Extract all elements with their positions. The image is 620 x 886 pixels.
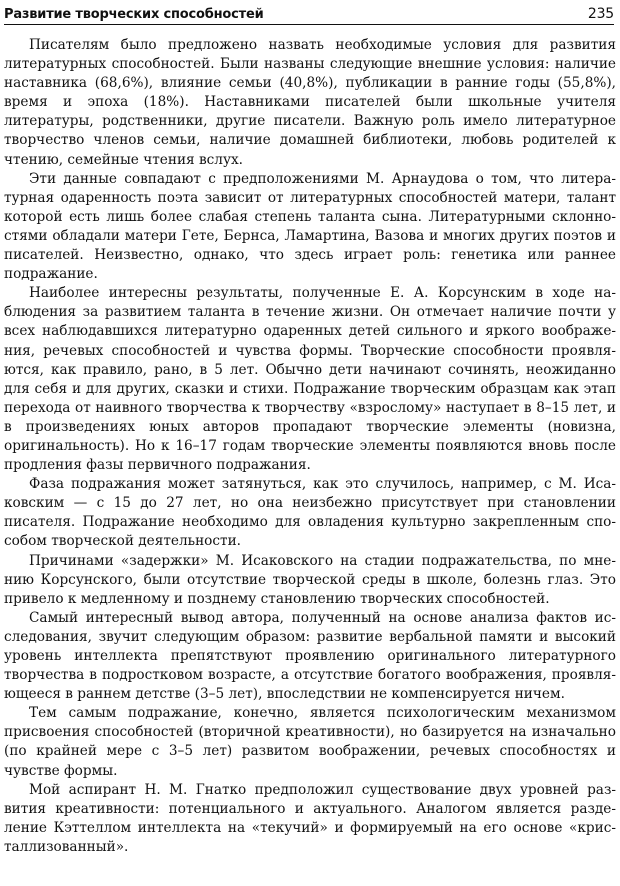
paragraph: Причинами «задержки» М. Исаковского на стадии подражательства, по мнению Корсунского, были отсутствие творческой среды в школе, болезнь глаз. Это привело к медленному и позднему становлению творческих способностей. bbox=[4, 552, 616, 607]
paragraph: Фаза подражания может затянуться, как это случилось, например, с М. Исаковским — с 15 до 27 лет, но она неизбежно присутствует при становлении писателя. Подражание необходимо для овладения культурно закрепленным способом творческой деятельности. bbox=[4, 476, 616, 550]
running-header bbox=[4, 2, 614, 25]
paragraph: Тем самым подражание, конечно, является психологическим механизмом присвоения способностей (вторичной креативности), но базируется на изначально (по крайней мере с 3–5 лет) развитом воображении, речевых способностях и чувстве формы. bbox=[4, 705, 616, 779]
paragraph: Наиболее интересны результаты, полученные Е. А. Корсунским в ходе наблюдения за развитием таланта в течение жизни. Он отмечает наличие почти у всех наблюдавшихся литературно одаренных детей сильного и яркого воображения, речевых способностей и чувства формы. Творческие способности проявляются, как правило, рано, в 5 лет. Обычно дети начинают сочинять, неожиданно для себя и для других, сказки и стихи. Подражание творческим образцам как этап перехода от наивного творчества к творчеству «взрослому» наступает в 8–15 лет, и в произведениях юных авторов пропадают творческие элементы (новизна, оригинальность). Но к 16–17 годам творческие элементы появляются вновь после продления фазы первичного подражания. bbox=[4, 285, 616, 474]
page-number: 235 bbox=[587, 6, 614, 22]
paragraph: Писателям было предложено назвать необходимые условия для развития литературных способностей. Были названы следующие внешние условия: наличие наставника (68,6%), влияние семьи (40,8%), публикации в ранние годы (55,8%), время и эпоха (18%). Наставниками писателей были школьные учителя литературы, родственники, другие писатели. Важную роль имело литературное творчество членов семьи, наличие домашней библиотеки, любовь родителей к чтению, семейные чтения вслух. bbox=[4, 37, 616, 168]
paragraph: Эти данные совпадают с предположениями М. Арнаудова о том, что литературная одаренность поэта зависит от литературных способностей матери, талант которой есть лишь более слабая степень таланта сына. Литературными склонностями обладали матери Гете, Бернса, Ламартина, Вазова и многих других поэтов и писателей. Неизвестно, однако, что здесь играет роль: генетика или раннее подражание. bbox=[4, 170, 616, 283]
body-text bbox=[4, 36, 616, 857]
paragraph: Мой аспирант Н. М. Гнатко предположил существование двух уровней развития креативности: потенциального и актуального. Аналогом является разделение Кэттеллом интеллекта на «текучий» и формируемый на его основе «кристаллизованный». bbox=[4, 781, 616, 855]
section-title: Развитие творческих способностей bbox=[4, 7, 264, 22]
paragraph: Самый интересный вывод автора, полученный на основе анализа фактов исследования, звучит следующим образом: развитие вербальной памяти и высокий уровень интеллекта препятствуют проявлению оригинального литературного творчества в подростковом возрасте, а отсутствие богатого воображения, проявляющееся в раннем детстве (3–5 лет), впоследствии не компенсируется ничем. bbox=[4, 609, 616, 703]
